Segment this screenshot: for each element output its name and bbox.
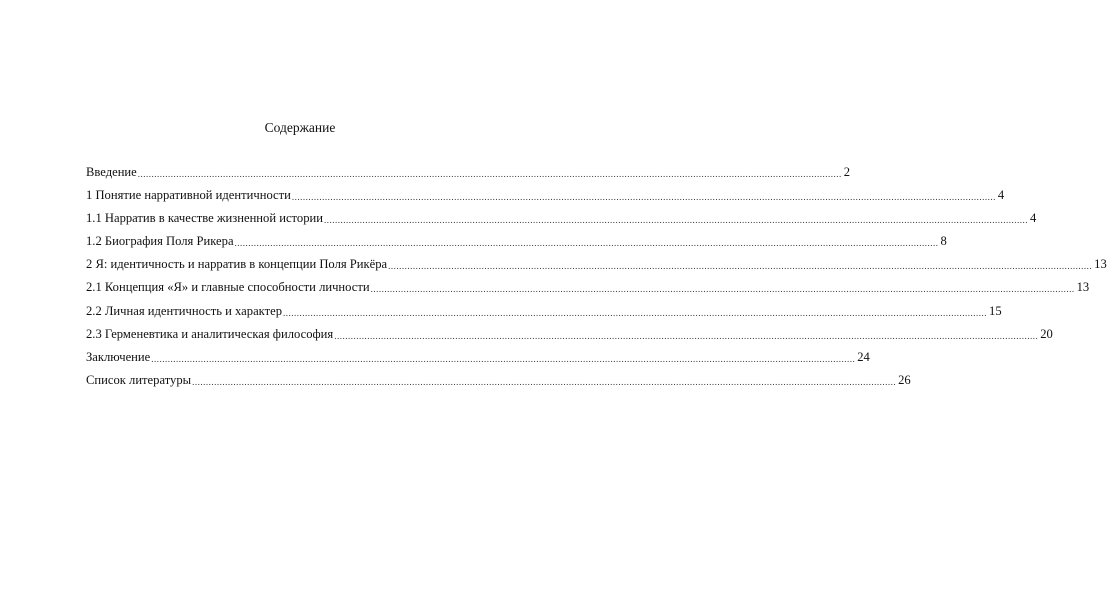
toc-entry-label: 1.2 Биография Поля Рикера bbox=[86, 234, 234, 249]
toc-entry-page: 4 bbox=[997, 188, 1005, 203]
toc-entry-label: Введение bbox=[86, 165, 137, 179]
toc-dot-leader: ................................................................................................................................................................................................................................................................ bbox=[334, 330, 1039, 341]
toc-dot-leader: ................................................................................................................................................................................................................................................................ bbox=[137, 169, 842, 179]
toc-entry-introduction bbox=[86, 164, 851, 187]
toc-dot-leader: ................................................................................................................................................................................................................................................................ bbox=[388, 261, 1093, 272]
toc-entry-page: 13 bbox=[1094, 257, 1107, 272]
toc-entry-label: 2 Я: идентичность и нарратив в концепции Поля Рикёра bbox=[86, 257, 388, 272]
toc-entry-chapter-1 bbox=[86, 187, 1005, 210]
toc-entry-page: 20 bbox=[1040, 326, 1053, 341]
toc-dot-leader: ................................................................................................................................................................................................................................................................ bbox=[234, 238, 939, 249]
toc-entry-section-2-2 bbox=[86, 303, 1002, 326]
toc-entry-page: 15 bbox=[989, 303, 1002, 318]
toc-entry-page: 4 bbox=[1029, 211, 1037, 226]
toc-dot-leader: ................................................................................................................................................................................................................................................................ bbox=[291, 192, 996, 203]
toc-entry-label: 2.1 Концепция «Я» и главные способности личности bbox=[86, 280, 370, 295]
toc-dot-leader: ................................................................................................................................................................................................................................................................ bbox=[283, 307, 988, 318]
toc-entry-page: 8 bbox=[940, 234, 947, 249]
toc-entry-label: Список литературы bbox=[86, 372, 192, 387]
table-of-contents bbox=[86, 164, 1107, 395]
toc-entry-label: Заключение bbox=[86, 349, 151, 364]
toc-dot-leader: ................................................................................................................................................................................................................................................................ bbox=[370, 284, 1075, 295]
toc-entry-section-2-1 bbox=[86, 279, 1090, 302]
toc-entry-label: 1.1 Нарратив в качестве жизненной истории bbox=[86, 211, 323, 226]
toc-entry-section-2-3 bbox=[86, 326, 1053, 349]
toc-entry-section-1-2 bbox=[86, 233, 947, 256]
toc-entry-label: 2.3 Герменевтика и аналитическая философия bbox=[86, 326, 334, 341]
toc-title: Содержание bbox=[264, 120, 336, 135]
toc-dot-leader: ................................................................................................................................................................................................................................................................ bbox=[151, 353, 856, 364]
toc-entry-conclusion bbox=[86, 349, 870, 372]
toc-entry-page: 13 bbox=[1076, 280, 1090, 295]
toc-entry-bibliography bbox=[86, 372, 911, 395]
toc-entry-page: 26 bbox=[898, 372, 911, 387]
toc-entry-chapter-2 bbox=[86, 256, 1107, 279]
toc-dot-leader: ................................................................................................................................................................................................................................................................ bbox=[192, 376, 897, 387]
toc-dot-leader: ................................................................................................................................................................................................................................................................ bbox=[323, 215, 1028, 226]
toc-entry-page: 2 bbox=[843, 165, 851, 179]
toc-entry-page: 24 bbox=[857, 349, 870, 364]
toc-entry-section-1-1 bbox=[86, 210, 1037, 233]
toc-entry-label: 1 Понятие нарративной идентичности bbox=[86, 188, 291, 203]
toc-entry-label: 2.2 Личная идентичность и характер bbox=[86, 303, 283, 318]
